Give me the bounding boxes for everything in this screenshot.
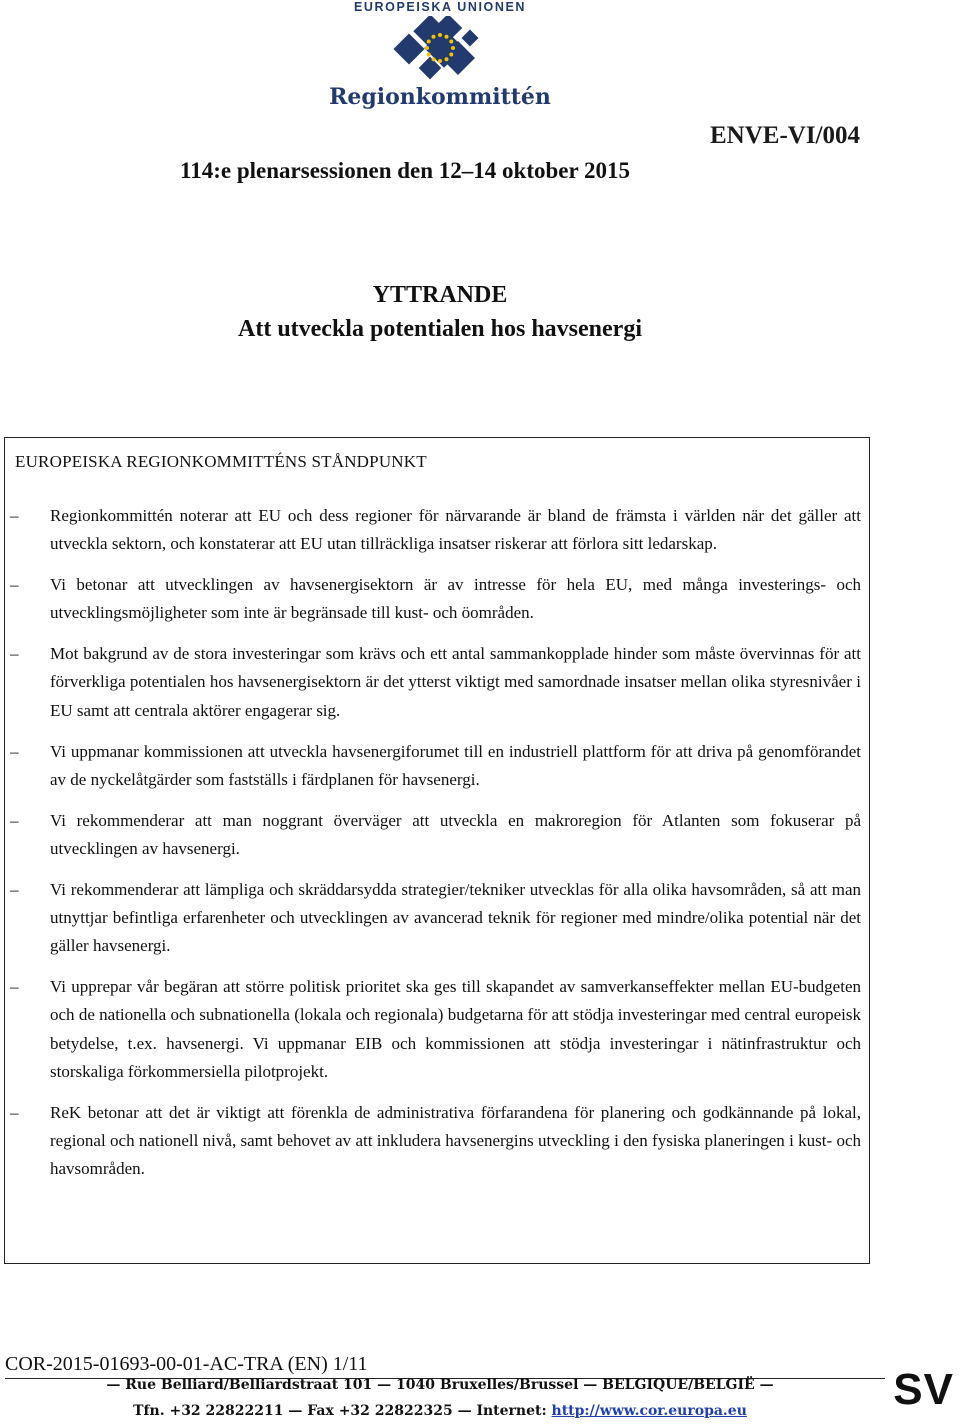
cor-name: Regionkommittén — [329, 84, 551, 110]
dash-bullet: – — [10, 1102, 19, 1122]
dash-bullet: – — [10, 741, 19, 761]
cor-emblem-icon — [388, 16, 492, 86]
list-item — [5, 876, 867, 961]
list-item — [5, 973, 867, 1086]
list-item-text: Vi uppmanar kommissionen att utveckla havsenergiforumet till en industriell plattform för att driva på genomförandet av de nyckelåtgärder som fastställs i färdplanen för havsenergi. — [50, 741, 861, 789]
list-item — [5, 502, 867, 559]
dash-bullet: – — [10, 977, 19, 997]
list-item-text: Vi rekommenderar att man noggrant överväger att utveckla en makroregion för Atlanten som fokuserar på utvecklingen av havsenergi. — [50, 810, 861, 858]
list-item-text: Vi betonar att utvecklingen av havsenergisektorn är av intresse för hela EU, med många investerings- och utvecklingsmöjligheter som inte är begränsade till kust- och öområden. — [50, 575, 861, 623]
dash-bullet: – — [10, 879, 19, 899]
footer-contact — [0, 1403, 880, 1419]
dash-bullet: – — [10, 644, 19, 664]
eu-label: EUROPEISKA UNIONEN — [353, 0, 527, 14]
session-title: 114:e plenarsessionen den 12–14 oktober 2015 — [180, 158, 631, 183]
list-item — [5, 571, 867, 628]
contact-text: Tfn. +32 22822211 — Fax +32 22822325 — Internet: — [133, 1403, 552, 1419]
document-title: Att utveckla potentialen hos havsenergi — [238, 316, 642, 342]
language-code: SV — [893, 1365, 954, 1414]
cor-logo — [320, 0, 560, 118]
page-footer — [0, 1353, 960, 1426]
document-type: YTTRANDE — [372, 282, 508, 308]
website-link[interactable]: http://www.cor.europa.eu — [551, 1403, 747, 1419]
list-item — [5, 1099, 867, 1184]
dash-bullet: – — [10, 810, 19, 830]
list-item-text: ReK betonar att det är viktigt att förenkla de administrativa förfarandena för planering och godkännande på lokal, regional och nationell nivå, samt behovet av att inkludera havsenergins utveckling i den fysiska planeringen i kust- och havsområden. — [50, 1102, 861, 1179]
list-item — [5, 640, 867, 725]
list-item — [5, 738, 867, 795]
list-item-text: Vi rekommenderar att lämpliga och skräddarsydda strategier/tekniker utvecklas för alla olika havsområden, så att man utnyttjar befintliga erfarenheter och utvecklingen av avancerad teknik för regioner med mindre/olika potential när det gäller havsenergi. — [50, 879, 861, 956]
list-item — [5, 807, 867, 864]
document-code: COR-2015-01693-00-01-AC-TRA (EN) 1/11 — [5, 1353, 368, 1375]
list-item-text: Vi upprepar vår begäran att större politisk prioritet ska ges till skapandet av samverkanseffekter mellan EU-budgeten och de nationella och subnationella (lokala och regionala) budgetarna för att stödja investeringar med central europeisk betydelse, t.ex. havsenergi. Vi uppmanar EIB och kommissionen att stödja investeringar i nätinfrastruktur och storskaliga förkommersiella pilotprojekt. — [50, 977, 861, 1082]
standpoint-box — [4, 437, 870, 1264]
list-item-text: Regionkommittén noterar att EU och dess regioner för närvarande är bland de främsta i världen när det gäller att utveckla sektorn, och konstaterar att EU utan tillräckliga insatser riskerar att förlora sitt ledarskap. — [50, 506, 861, 554]
document-reference: ENVE-VI/004 — [709, 122, 860, 149]
dash-bullet: – — [10, 575, 19, 595]
standpoint-list — [5, 502, 867, 1196]
standpoint-heading: EUROPEISKA REGIONKOMMITTÉNS STÅNDPUNKT — [15, 452, 427, 471]
list-item-text: Mot bakgrund av de stora investeringar som krävs och ett antal sammankopplade hinder som måste övervinnas för att förverkliga potentialen hos havsenergisektorn är det ytterst viktigt med samordnade insatser mellan olika styresnivåer i EU samt att centrala aktörer engagerar sig. — [50, 644, 861, 720]
footer-address: — Rue Belliard/Belliardstraat 101 — 1040 Bruxelles/Brussel — BELGIQUE/BELGIË — — [106, 1377, 774, 1393]
dash-bullet: – — [10, 506, 19, 525]
